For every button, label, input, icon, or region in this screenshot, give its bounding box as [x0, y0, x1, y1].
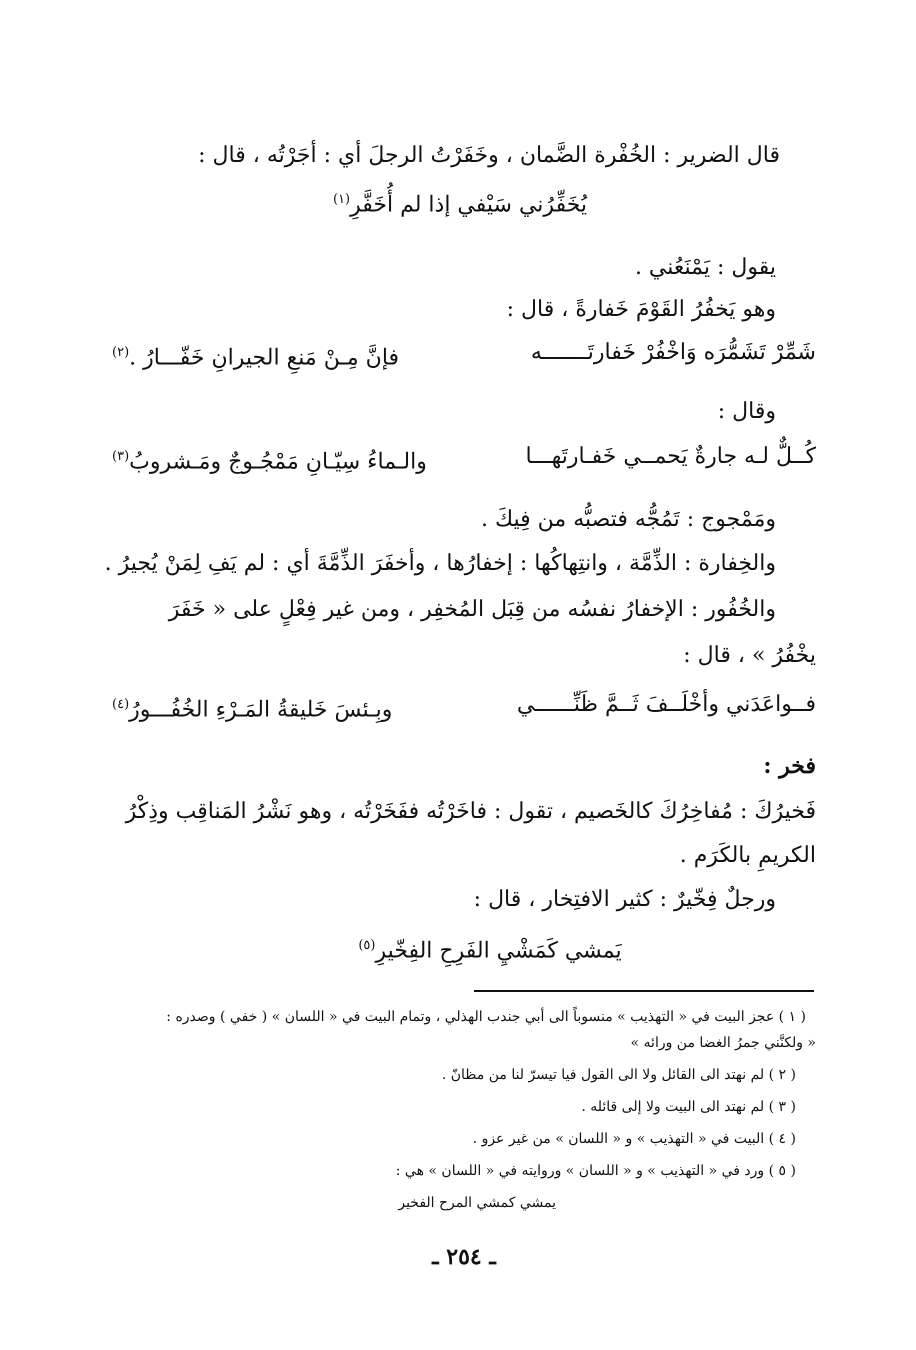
footnote-2: ( ٢ ) لم نهتد الى القائل ولا الى القول فيا تيسرّ لنا من مظانّ . [441, 1067, 796, 1083]
footnote-ref: (٤) [112, 697, 130, 712]
verse-first-hemistich: شَمِّرْ تَشَمُّرَه وَاخْفُرْ خَفارتَـــــــه [530, 340, 816, 365]
text-line: وهو يَخفُرُ القَوْمَ خَفارةً ، قال : [506, 297, 776, 322]
footnote-4: ( ٤ ) البيت في « التهذيب » و « اللسان » من غير عزو . [472, 1131, 796, 1147]
verse-second-hemistich [112, 440, 427, 479]
footnote-separator [474, 990, 814, 992]
text-line: يقول : يَمْنَعُني . [634, 255, 776, 280]
verse-line [300, 930, 680, 967]
verse-hemistich [230, 184, 690, 221]
footnote-ref: (٢) [112, 345, 130, 360]
text-line: ورجلٌ فِخّيرٌ : كثير الافتِخار ، قال : [473, 887, 776, 912]
verse-first-hemistich: كُــلٌّ لـه جارةٌ يَحمــي خَفـارتَهـــا [525, 444, 816, 469]
verse-text: يَمشي كَمَشْيِ الفَرِحِ الفِخّيرِ [375, 938, 622, 964]
verse-text: وبِـئسَ خَليقةُ المَـرْءِ الخُفُـــورُ [129, 697, 393, 723]
text-line: فَخيرُكَ : مُفاخِرُكَ كالخَصيم ، تقول : فاخَرْتُه ففَخَرْتُه ، وهو نَشْرُ المَناقِب وذِكْرُ [125, 799, 816, 824]
text-line: يخْفُرُ » ، قال : [683, 643, 816, 668]
footnote-ref: (٣) [112, 449, 130, 464]
footnote-5-verse: يمشي كمشي المرح الفخير [398, 1195, 556, 1211]
text-line: ومَمْجوج : تَمُجُّه فتصبُّه من فِيكَ . [481, 507, 776, 532]
verse-second-hemistich [112, 336, 399, 375]
footnote-1-continued: « ولكنَّني جمرُ الغضا من ورائه » [630, 1035, 816, 1051]
text-line: والخُفُور : الإخفارُ نفسُه من قِبَل المُخفِر ، ومن غير فِعْلٍ على « خَفَرَ [168, 597, 776, 622]
text-line: الكريمِ بالكَرَم . [679, 843, 816, 868]
footnote-ref: (١) [332, 192, 351, 207]
footnote-3: ( ٣ ) لم نهتد الى البيت ولا إلى قائله . [581, 1099, 796, 1115]
verse-text: فإنَّ مِـنْ مَنعِ الجيرانِ خَفّـــارُ . [129, 345, 400, 371]
page-number: ـ ٢٥٤ ـ [432, 1244, 496, 1270]
footnote-1: ( ١ ) عجز البيت في « التهذيب » منسوباً الى أبي جندب الهذلي ، وتمام البيت في « اللسان » ( خفي ) وصدره : [166, 1009, 806, 1025]
footnote-5: ( ٥ ) ورد في « التهذيب » و « اللسان » وروايته في « اللسان » هي : [395, 1163, 796, 1179]
verse-first-hemistich: فــواعَدَني وأخْلَــفَ ثَــمَّ ظَنِّــــــي [516, 692, 816, 717]
footnote-ref: (٥) [358, 938, 376, 953]
text-line: والخِفارة : الذِّمَّة ، وانتِهاكُها : إخفارُها ، وأخفَرَ الذِّمَّةَ أي : لم يَفِ لِمَنْ يُجيرُ . [104, 551, 776, 576]
text-line: وقال : [717, 399, 776, 424]
verse-text: والـماءُ سِيّـانِ مَمْجُـوجٌ ومَـشروبُ [129, 449, 427, 475]
verse-text: يُخَفِّرُني سَيْفي إذا لم أُخَفَّرِ [350, 192, 588, 218]
verse-second-hemistich [112, 688, 392, 727]
section-heading: فخر : [763, 753, 816, 779]
text-line: قال الضرير : الخُفْرة الضَّمان ، وخَفَرْتُ الرجلَ أي : أجَرْتُه ، قال : [198, 143, 780, 168]
